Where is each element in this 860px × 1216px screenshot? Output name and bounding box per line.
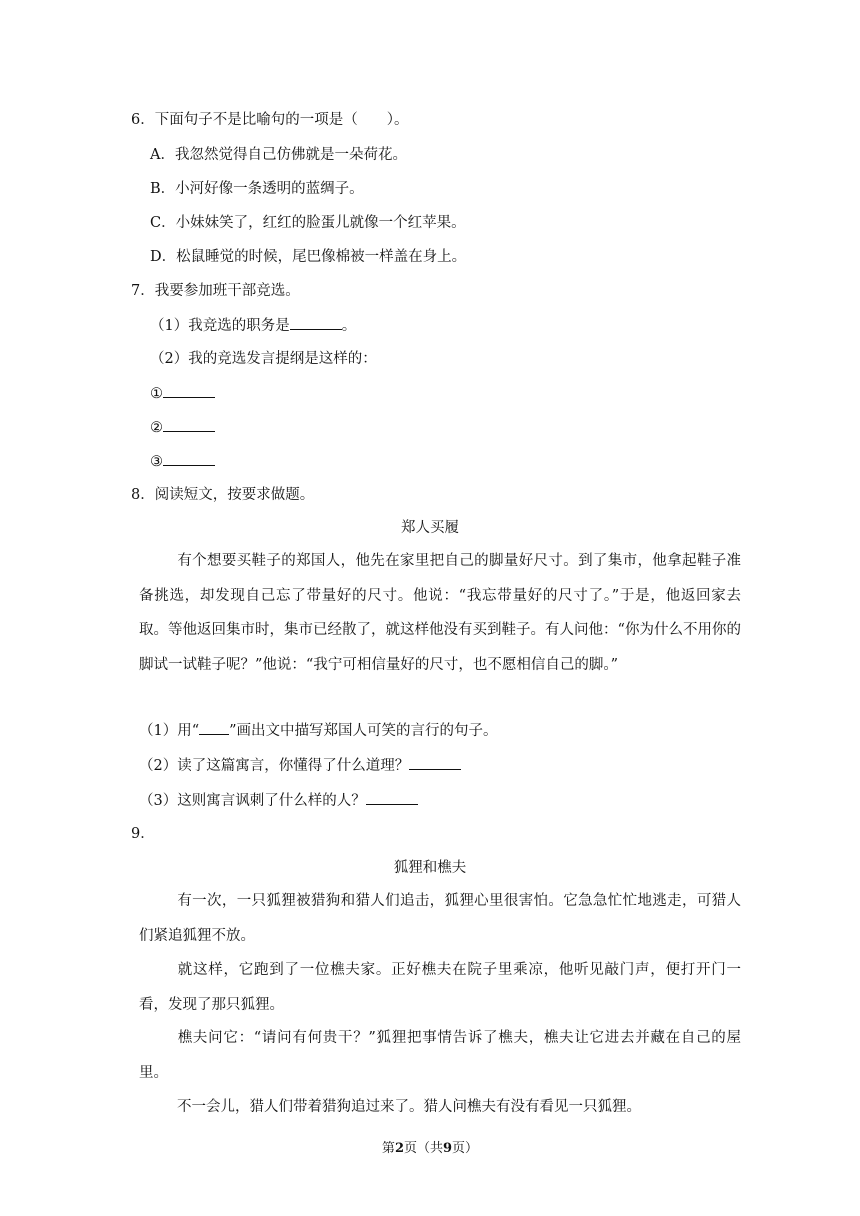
q7-item-2-blank[interactable] bbox=[163, 417, 215, 432]
q8-sub2 bbox=[139, 755, 461, 776]
q8-sub3-blank[interactable] bbox=[366, 790, 418, 805]
q9-paragraph-2 bbox=[139, 953, 741, 1022]
q7-item-2-marker: ② bbox=[150, 420, 163, 436]
q8-passage bbox=[139, 544, 741, 682]
q9-paragraph-1-text: 有一次，一只狐狸被猎狗和猎人们追击，狐狸心里很害怕。它急急忙忙地逃走，可猎人们紧追狐狸不放。 bbox=[139, 893, 741, 944]
q8-sub3-text: （3）这则寓言讽刺了什么样的人？ bbox=[139, 793, 366, 809]
q9-stem: 9． bbox=[131, 826, 155, 842]
footer-page-number: 2 bbox=[394, 1141, 404, 1156]
q7-item-3-blank[interactable] bbox=[163, 451, 215, 466]
q7-item-1-marker: ① bbox=[150, 386, 163, 402]
q9-paragraph-4 bbox=[139, 1090, 741, 1125]
q8-sub1-a: （1）用“ bbox=[139, 723, 200, 739]
q7-item-1-blank[interactable] bbox=[163, 383, 215, 398]
q6-option-d[interactable]: D．松鼠睡觉的时候，尾巴像棉被一样盖在身上。 bbox=[150, 249, 467, 265]
q7-sub1-text: （1）我竞选的职务是 bbox=[150, 318, 290, 334]
q6-option-c[interactable]: C．小妹妹笑了，红红的脸蛋儿就像一个红苹果。 bbox=[150, 215, 466, 231]
q8-sub3 bbox=[139, 790, 418, 811]
q8-passage-text: 有个想要买鞋子的郑国人，他先在家里把自己的脚量好尺寸。到了集市，他拿起鞋子准备挑选，却发现自己忘了带量好的尺寸。他说：“我忘带量好的尺寸了。”于是，他返回家去取。等他返回集市时，集市已经散了，就这样他没有买到鞋子。有人问他：“你为什么不用你的脚试一试鞋子呢？”他说：“我宁可相信量好的尺寸，也不愿相信自己的脚。” bbox=[139, 553, 741, 673]
footer-prefix: 第 bbox=[381, 1141, 395, 1156]
q6-option-a[interactable]: A．我忽然觉得自己仿佛就是一朵荷花。 bbox=[150, 147, 407, 163]
q8-sub1-b: ”画出文中描写郑国人可笑的言行的句子。 bbox=[229, 723, 498, 739]
q8-sub2-blank[interactable] bbox=[409, 755, 461, 770]
q9-paragraph-2-text: 就这样，它跑到了一位樵夫家。正好樵夫在院子里乘凉，他听见敲门声，便打开门一看，发现了那只狐狸。 bbox=[139, 962, 741, 1013]
q7-sub1-end: 。 bbox=[341, 318, 357, 334]
q8-sub2-text: （2）读了这篇寓言，你懂得了什么道理？ bbox=[139, 758, 410, 774]
q8-title: 郑人买履 bbox=[401, 520, 459, 536]
footer-total-pages: 9 bbox=[443, 1141, 453, 1156]
page-footer bbox=[0, 1137, 860, 1156]
q8-sub1-underline-sample bbox=[199, 720, 229, 735]
q7-item-1 bbox=[150, 383, 215, 404]
q9-title: 狐狸和樵夫 bbox=[393, 860, 467, 876]
q7-item-3 bbox=[150, 451, 215, 472]
q7-sub1 bbox=[150, 315, 356, 336]
q9-paragraph-3-text: 樵夫问它：“请问有何贵干？”狐狸把事情告诉了樵夫，樵夫让它进去并藏在自己的屋里。 bbox=[139, 1030, 741, 1081]
q8-sub1 bbox=[139, 720, 498, 741]
q7-sub2: （2）我的竞选发言提纲是这样的： bbox=[150, 351, 377, 367]
q9-paragraph-4-text: 不一会儿，猎人们带着猎狗追过来了。猎人问樵夫有没有看见一只狐狸。 bbox=[177, 1099, 641, 1115]
q8-stem: 8．阅读短文，按要求做题。 bbox=[131, 487, 315, 503]
footer-middle: 页（共 bbox=[403, 1141, 443, 1156]
q7-sub1-blank[interactable] bbox=[290, 315, 342, 330]
q6-option-b[interactable]: B．小河好像一条透明的蓝绸子。 bbox=[150, 181, 364, 197]
q7-item-3-marker: ③ bbox=[150, 454, 163, 470]
q6-stem: 6．下面句子不是比喻句的一项是（ ）。 bbox=[131, 112, 409, 128]
q7-item-2 bbox=[150, 417, 215, 438]
q9-paragraph-1 bbox=[139, 884, 741, 953]
q9-paragraph-3 bbox=[139, 1021, 741, 1090]
footer-suffix: 页） bbox=[452, 1141, 479, 1156]
q7-stem: 7．我要参加班干部竞选。 bbox=[131, 283, 300, 299]
